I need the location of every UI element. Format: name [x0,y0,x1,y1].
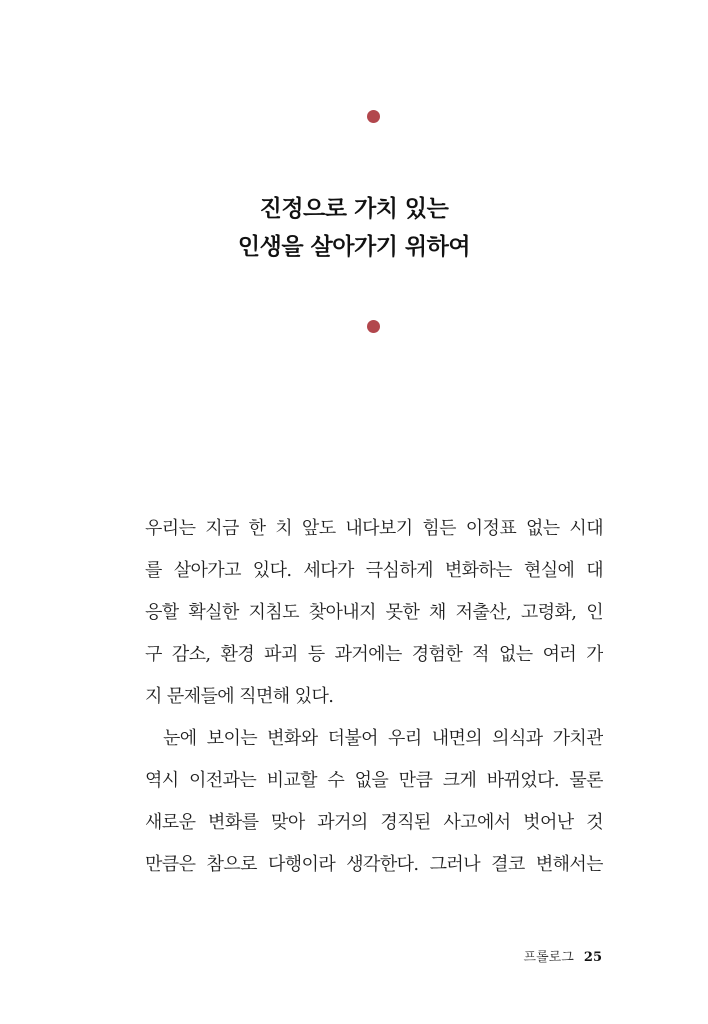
body-paragraphs [145,508,603,886]
body-line: 역시 이전과는 비교할 수 없을 만큼 크게 바뀌었다. 물론 [145,770,603,791]
body-line: 응할 확실한 지침도 찾아내지 못한 채 저출산, 고령화, 인 [145,602,603,623]
running-footer-section: 프롤로그 [523,950,574,965]
body-line: 만큼은 참으로 다행이라 생각한다. 그러나 결코 변해서는 [145,854,603,875]
body-line: 지 문제들에 직면해 있다. [145,686,334,707]
body-line: 새로운 변화를 맞아 과거의 경직된 사고에서 벗어난 것 [145,812,603,833]
body-line: 우리는 지금 한 치 앞도 내다보기 힘든 이정표 없는 시대 [145,518,603,539]
decorative-dot-bottom [367,320,380,333]
body-line: 눈에 보이는 변화와 더불어 우리 내면의 의식과 가치관 [163,728,603,749]
title-line-1: 진정으로 가치 있는 [259,196,449,222]
page-number: 25 [583,950,602,965]
chapter-title [0,190,708,266]
page-footer [524,946,602,965]
body-line: 구 감소, 환경 파괴 등 과거에는 경험한 적 없는 여러 가 [145,644,603,665]
title-line-2: 인생을 살아가기 위하여 [237,234,471,260]
body-line: 를 살아가고 있다. 세다가 극심하게 변화하는 현실에 대 [145,560,603,581]
decorative-dot-top [367,110,380,123]
